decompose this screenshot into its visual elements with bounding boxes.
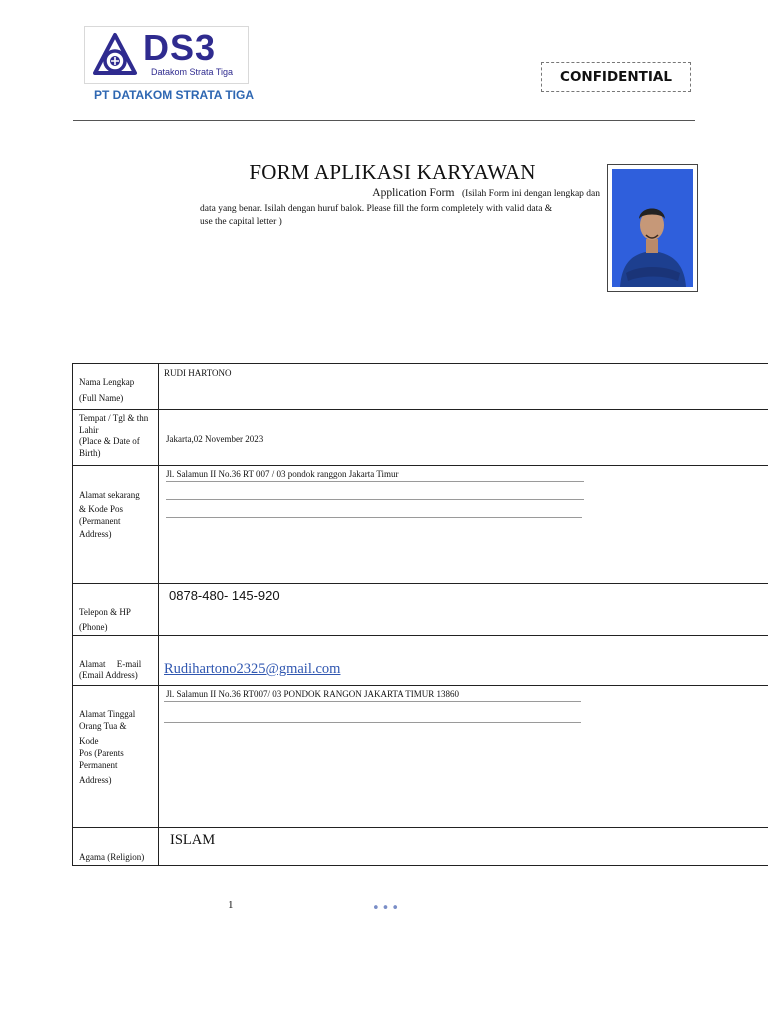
form-instructions-2: data yang benar. Isilah dengan huruf balok. Please fill the form completely with valid data & — [200, 204, 553, 214]
parents-address-line-2 — [164, 722, 581, 723]
field-full-name[interactable] — [159, 364, 768, 410]
table-row-parents-address — [73, 686, 768, 828]
logo-subtext: Datakom Strata Tiga — [151, 67, 234, 77]
address-line-1 — [166, 481, 584, 482]
label-line: Lahir — [79, 424, 99, 435]
field-address[interactable] — [159, 466, 768, 584]
table-row-address — [73, 466, 768, 584]
person-photo-icon — [612, 169, 693, 287]
logo-text: DS3 — [143, 27, 217, 68]
form-subtitle-line — [200, 187, 600, 199]
form-title: FORM APLIKASI KARYAWAN — [249, 160, 536, 184]
label-line: (Permanent — [79, 516, 121, 526]
label-birth — [73, 410, 159, 466]
field-religion[interactable] — [159, 828, 768, 866]
label-email — [73, 636, 159, 686]
photo-image — [612, 169, 693, 287]
label-address — [73, 466, 159, 584]
address-value: Jl. Salamun II No.36 RT 007 / 03 pondok ranggon Jakarta Timur — [166, 469, 399, 479]
form-subtitle: Application Form — [372, 187, 455, 199]
label-line: (Email Address) — [79, 670, 138, 680]
applicant-photo — [607, 164, 698, 292]
phone-value: 0878-480- 145-920 — [169, 588, 280, 603]
label-line: Orang Tua & — [79, 721, 127, 731]
form-instructions — [200, 203, 600, 229]
label-line: Alamat Tinggal — [79, 709, 136, 719]
form-instructions-1: (Isilah Form ini dengan lengkap dan — [462, 189, 600, 199]
header-divider — [73, 120, 695, 121]
label-line: Alamat E-mail — [79, 659, 142, 669]
birth-value: Jakarta,02 November 2023 — [166, 434, 264, 444]
form-instructions-3: use the capital letter ) — [200, 217, 282, 227]
confidential-badge: CONFIDENTIAL — [541, 62, 691, 92]
label-line: Pos (Parents — [79, 748, 124, 758]
label-line: (Phone) — [79, 622, 108, 632]
label-line: Address) — [79, 529, 112, 539]
label-religion — [73, 828, 159, 866]
address-line-3 — [166, 517, 582, 518]
table-row-birth — [73, 410, 768, 466]
table-row-phone — [73, 584, 768, 636]
company-name: PT DATAKOM STRATA TIGA — [94, 88, 254, 102]
label-line: Birth) — [79, 447, 101, 458]
address-line-2 — [166, 499, 584, 500]
field-phone[interactable] — [159, 584, 768, 636]
company-logo — [84, 26, 249, 84]
field-parents-address[interactable] — [159, 686, 768, 828]
table-row-religion — [73, 828, 768, 866]
more-icon[interactable]: ••• — [372, 901, 402, 916]
field-email[interactable] — [159, 636, 768, 686]
logo-mark-icon — [91, 31, 139, 79]
full-name-value: RUDI HARTONO — [164, 368, 232, 378]
parents-address-value: Jl. Salamun II No.36 RT007/ 03 PONDOK RANGON JAKARTA TIMUR 13860 — [166, 689, 460, 699]
table-row-email — [73, 636, 768, 686]
label-line: & Kode Pos — [79, 504, 124, 514]
page-number: 1 — [228, 899, 234, 911]
label-line: Agama (Religion) — [79, 852, 145, 862]
table-row-full-name — [73, 364, 768, 410]
application-table — [72, 363, 768, 866]
email-link[interactable]: Rudihartono2325@gmail.com — [164, 661, 341, 677]
label-line: Telepon & HP — [79, 607, 131, 617]
label-line: (Place & Date of — [79, 436, 140, 446]
field-birth[interactable] — [159, 410, 768, 466]
label-line: Tempat / Tgl & thn — [79, 413, 149, 423]
parents-address-line-1 — [164, 701, 581, 702]
label-line: Nama Lengkap — [79, 377, 135, 387]
label-line: Alamat sekarang — [79, 490, 140, 500]
label-line: Kode — [79, 736, 99, 746]
label-line: Permanent — [79, 760, 118, 770]
label-full-name — [73, 364, 159, 410]
label-line: (Full Name) — [79, 392, 124, 403]
label-phone — [73, 584, 159, 636]
label-parents-address — [73, 686, 159, 828]
label-line: Address) — [79, 775, 112, 785]
religion-value: ISLAM — [170, 832, 216, 848]
